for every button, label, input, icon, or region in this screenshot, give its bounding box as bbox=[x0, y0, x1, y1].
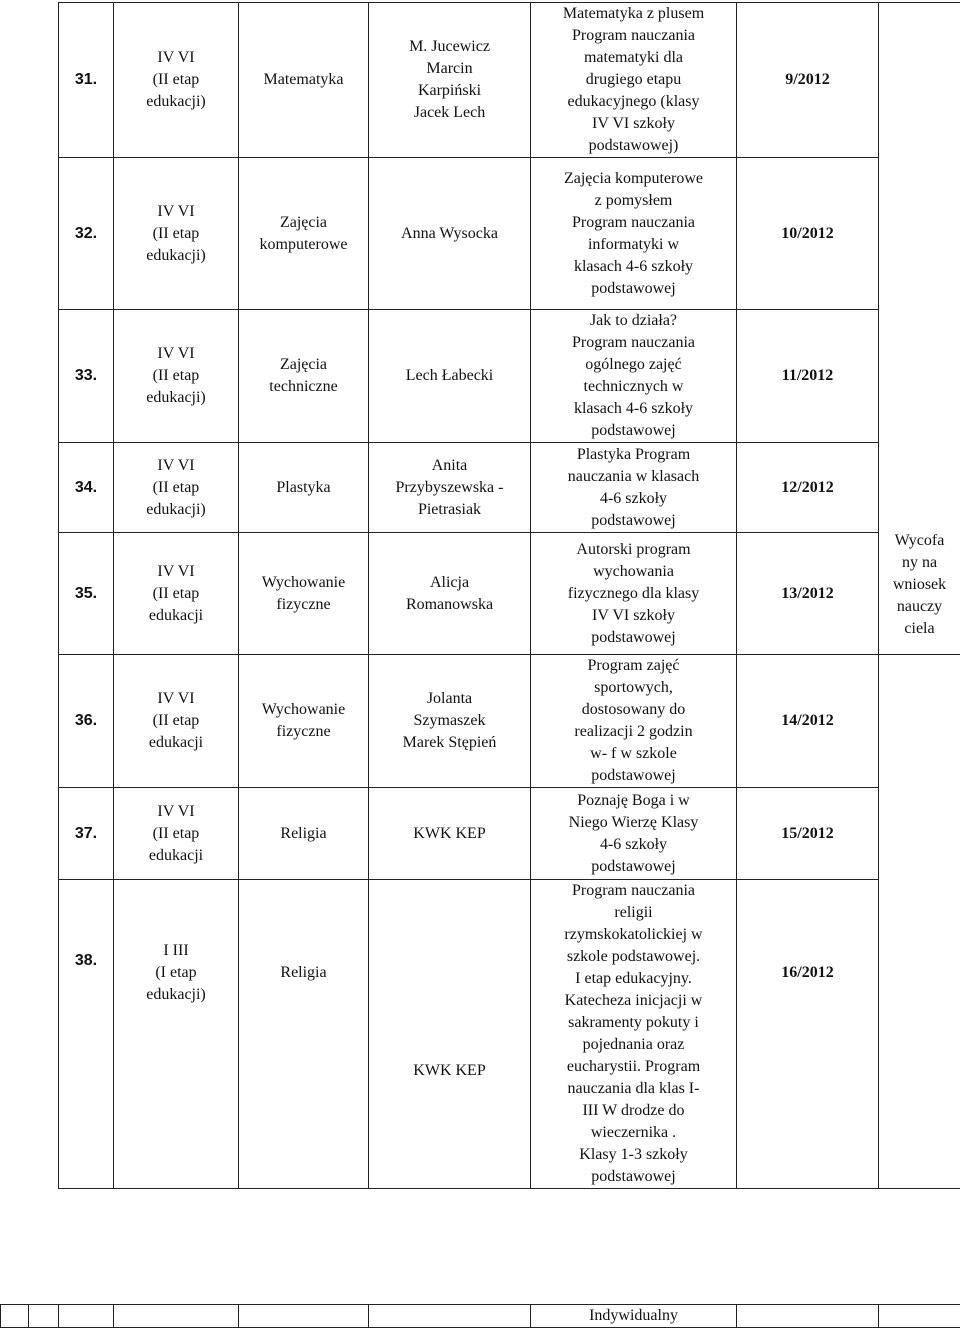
table-row bbox=[59, 655, 960, 788]
row-number: 38. bbox=[59, 880, 114, 1189]
subject: Wychowanie fizyczne bbox=[239, 533, 369, 655]
authors: Anna Wysocka bbox=[369, 158, 531, 310]
education-level: IV VI (II etap edukacji bbox=[114, 788, 239, 880]
footer-label: Indywidualny bbox=[531, 1305, 737, 1328]
footer-cell bbox=[879, 1305, 960, 1328]
table-row bbox=[59, 158, 960, 310]
table-row bbox=[59, 533, 960, 655]
footer-cell bbox=[59, 1305, 114, 1328]
program-name: Zajęcia komputerowe z pomysłem Program nauczania informatyki w klasach 4-6 szkoły podstawowej bbox=[531, 158, 737, 310]
table-row bbox=[59, 443, 960, 533]
education-level: IV VI (II etap edukacji) bbox=[114, 310, 239, 443]
authors: Jolanta Szymaszek Marek Stępień bbox=[369, 655, 531, 788]
row-number: 31. bbox=[59, 3, 114, 158]
education-level: IV VI (II etap edukacji bbox=[114, 533, 239, 655]
subject: Matematyka bbox=[239, 3, 369, 158]
programs-table bbox=[58, 2, 960, 1189]
education-level: IV VI (II etap edukacji) bbox=[114, 3, 239, 158]
authors: Lech Łabecki bbox=[369, 310, 531, 443]
subject: Religia bbox=[239, 788, 369, 880]
program-code: 12/2012 bbox=[737, 443, 879, 533]
subject: Plastyka bbox=[239, 443, 369, 533]
table-row bbox=[59, 788, 960, 880]
education-level: I III (I etap edukacji) bbox=[114, 880, 239, 1189]
note-empty bbox=[879, 655, 960, 1189]
program-name: Program nauczania religii rzymskokatolickiej w szkole podstawowej. I etap edukacyjny. Katecheza inicjacji w sakramenty pokuty i pojednania oraz eucharystii. Program nauczania dla klas I- III W drodze do wieczernika . Klasy 1-3 szkoły podstawowej bbox=[531, 880, 737, 1189]
footer-cell bbox=[369, 1305, 531, 1328]
authors: M. Jucewicz Marcin Karpiński Jacek Lech bbox=[369, 3, 531, 158]
table-row bbox=[59, 310, 960, 443]
row-number: 37. bbox=[59, 788, 114, 880]
footer-table bbox=[0, 1304, 960, 1328]
row-number: 32. bbox=[59, 158, 114, 310]
program-code: 14/2012 bbox=[737, 655, 879, 788]
row-number: 35. bbox=[59, 533, 114, 655]
subject: Zajęcia komputerowe bbox=[239, 158, 369, 310]
table-row bbox=[59, 880, 960, 1189]
row-number: 34. bbox=[59, 443, 114, 533]
program-name: Matematyka z plusem Program nauczania matematyki dla drugiego etapu edukacyjnego (klasy IV VI szkoły podstawowej) bbox=[531, 3, 737, 158]
program-code: 11/2012 bbox=[737, 310, 879, 443]
program-code: 9/2012 bbox=[737, 3, 879, 158]
authors: KWK KEP bbox=[369, 880, 531, 1189]
footer-cell bbox=[114, 1305, 239, 1328]
row-number: 36. bbox=[59, 655, 114, 788]
program-name: Jak to działa? Program nauczania ogólnego zajęć technicznych w klasach 4-6 szkoły podstawowej bbox=[531, 310, 737, 443]
footer-cell bbox=[29, 1305, 59, 1328]
program-code: 10/2012 bbox=[737, 158, 879, 310]
education-level: IV VI (II etap edukacji) bbox=[114, 158, 239, 310]
footer-cell bbox=[737, 1305, 879, 1328]
education-level: IV VI (II etap edukacji bbox=[114, 655, 239, 788]
program-code: 15/2012 bbox=[737, 788, 879, 880]
footer-cell bbox=[239, 1305, 369, 1328]
authors: Anita Przybyszewska - Pietrasiak bbox=[369, 443, 531, 533]
program-name: Plastyka Program nauczania w klasach 4-6 szkoły podstawowej bbox=[531, 443, 737, 533]
program-code: 16/2012 bbox=[737, 880, 879, 1189]
subject: Wychowanie fizyczne bbox=[239, 655, 369, 788]
table-row bbox=[59, 3, 960, 158]
program-name: Program zajęć sportowych, dostosowany do realizacji 2 godzin w- f w szkole podstawowej bbox=[531, 655, 737, 788]
row-number: 33. bbox=[59, 310, 114, 443]
education-level: IV VI (II etap edukacji) bbox=[114, 443, 239, 533]
program-name: Poznaję Boga i w Niego Wierzę Klasy 4-6 szkoły podstawowej bbox=[531, 788, 737, 880]
footer-cell bbox=[1, 1305, 29, 1328]
subject: Religia bbox=[239, 880, 369, 1189]
authors: KWK KEP bbox=[369, 788, 531, 880]
authors: Alicja Romanowska bbox=[369, 533, 531, 655]
subject: Zajęcia techniczne bbox=[239, 310, 369, 443]
program-code: 13/2012 bbox=[737, 533, 879, 655]
note: Wycofa ny na wniosek nauczy ciela bbox=[879, 3, 960, 655]
program-name: Autorski program wychowania fizycznego dla klasy IV VI szkoły podstawowej bbox=[531, 533, 737, 655]
